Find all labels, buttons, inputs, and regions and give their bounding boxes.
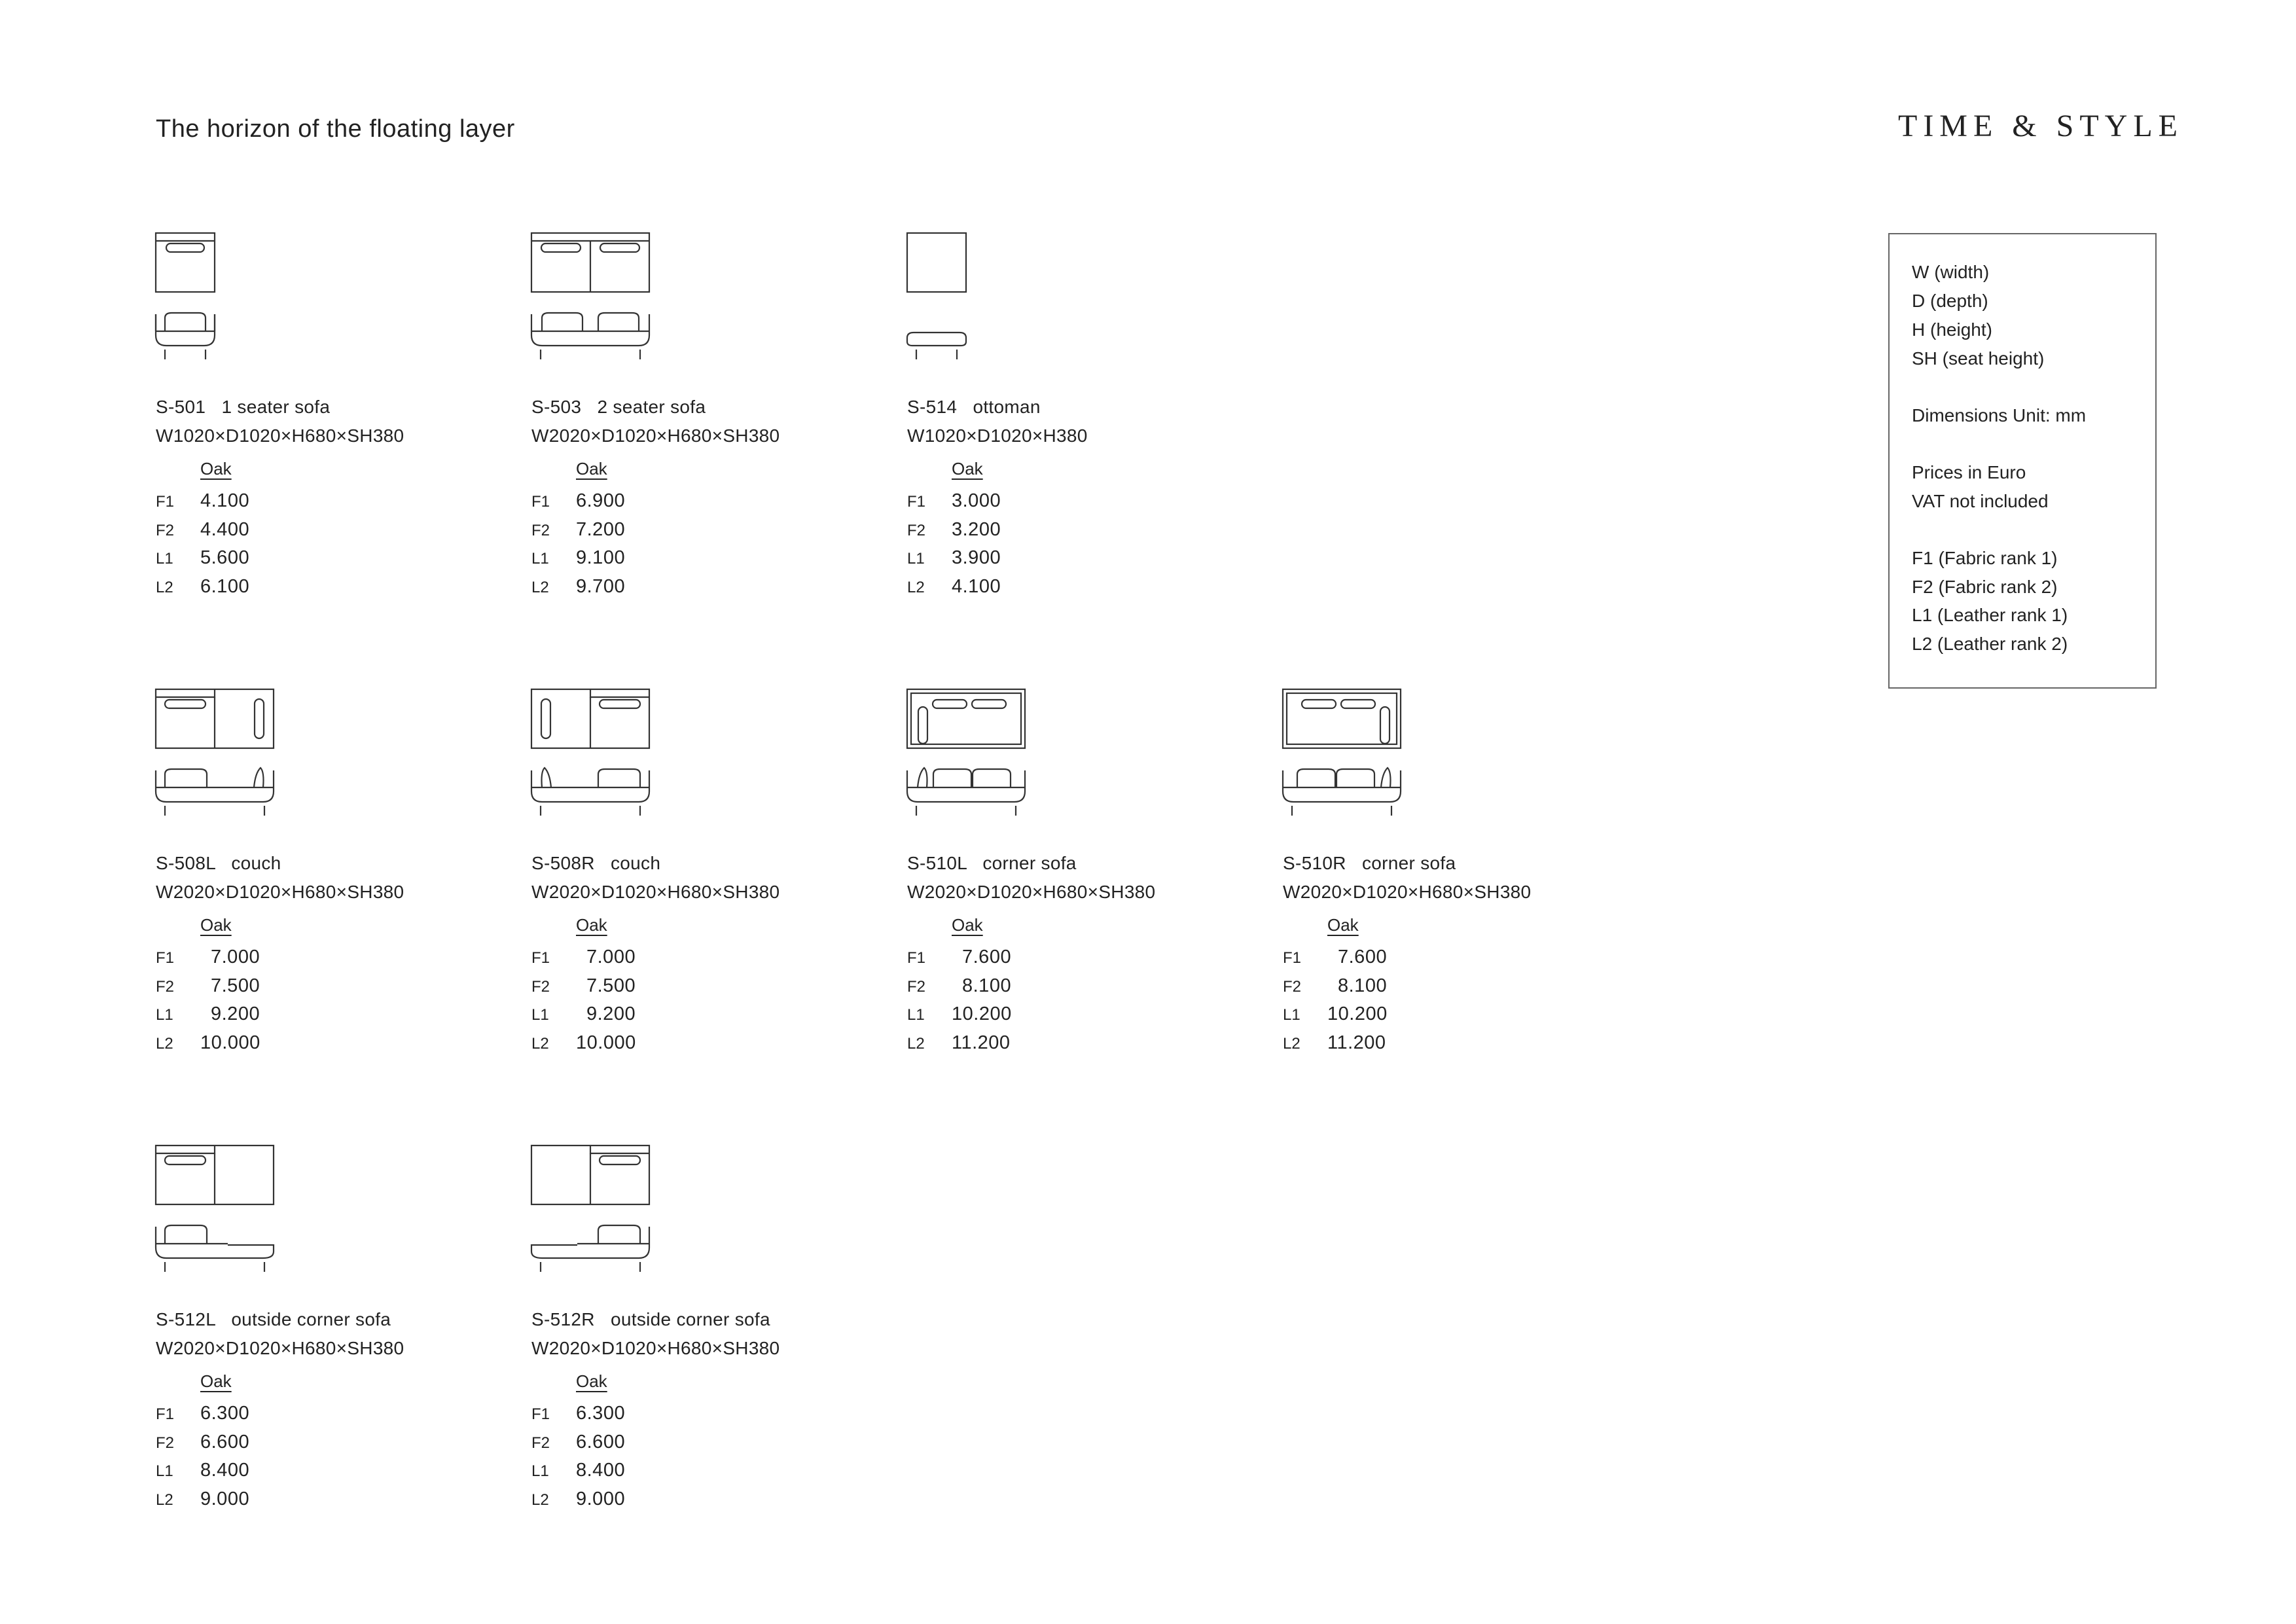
product-dimensions: W1020×D1020×H680×SH380 bbox=[156, 425, 404, 446]
price-value: 10.000 bbox=[576, 1032, 636, 1053]
material-label: Oak bbox=[952, 459, 983, 478]
price-list bbox=[156, 1403, 418, 1517]
product-name bbox=[156, 1309, 391, 1330]
rank-label: L2 bbox=[531, 1490, 549, 1509]
price-value: 3.900 bbox=[952, 547, 1001, 568]
price-row bbox=[531, 975, 793, 1004]
material-label: Oak bbox=[576, 1371, 607, 1391]
price-row bbox=[907, 519, 1169, 548]
rank-label: F2 bbox=[156, 1434, 175, 1452]
price-value: 6.600 bbox=[576, 1431, 626, 1453]
price-row bbox=[531, 547, 793, 576]
price-row bbox=[156, 547, 418, 576]
page-title: The horizon of the floating layer bbox=[156, 115, 515, 143]
price-row bbox=[156, 490, 418, 519]
rank-label: L1 bbox=[156, 1462, 173, 1480]
product-name bbox=[907, 853, 1077, 874]
material-label: Oak bbox=[200, 459, 232, 478]
rank-label: F2 bbox=[531, 977, 550, 996]
product-type: outside corner sofa bbox=[611, 1309, 770, 1329]
legend-line: L1 (Leather rank 1) bbox=[1912, 605, 2068, 625]
product-type: corner sofa bbox=[1362, 853, 1456, 873]
product-type: corner sofa bbox=[982, 853, 1077, 873]
price-row bbox=[907, 1032, 1169, 1061]
price-value: 6.300 bbox=[200, 1403, 250, 1424]
price-value: 8.400 bbox=[200, 1460, 250, 1481]
price-value: 6.300 bbox=[576, 1403, 626, 1424]
couch-left-icon bbox=[156, 689, 287, 820]
material-label: Oak bbox=[1327, 915, 1359, 935]
legend-line: SH (seat height) bbox=[1912, 348, 2045, 369]
rank-label: L1 bbox=[531, 1462, 549, 1480]
legend-line: D (depth) bbox=[1912, 291, 1988, 311]
rank-label: L1 bbox=[907, 550, 925, 568]
price-value: 9.100 bbox=[576, 547, 626, 568]
rank-label: F2 bbox=[156, 521, 175, 539]
product-dimensions: W2020×D1020×H680×SH380 bbox=[156, 882, 404, 902]
rank-label: F2 bbox=[531, 521, 550, 539]
price-value: 8.400 bbox=[576, 1460, 626, 1481]
sofa-1-seater-icon bbox=[156, 233, 287, 364]
price-row bbox=[156, 1489, 418, 1517]
price-value: 7.000 bbox=[586, 947, 636, 967]
price-value: 5.600 bbox=[200, 547, 250, 568]
price-list bbox=[907, 947, 1169, 1060]
product-type: 2 seater sofa bbox=[597, 397, 706, 417]
price-value: 9.700 bbox=[576, 575, 626, 597]
legend-line: W (width) bbox=[1912, 262, 1990, 282]
price-value: 6.600 bbox=[200, 1431, 250, 1453]
price-row bbox=[156, 576, 418, 605]
rank-label: L2 bbox=[1283, 1034, 1300, 1053]
price-value: 7.600 bbox=[962, 947, 1012, 967]
rank-label: L2 bbox=[907, 1034, 925, 1053]
legend-line: F2 (Fabric rank 2) bbox=[1912, 577, 2058, 597]
material-label: Oak bbox=[200, 915, 232, 935]
rank-label: F1 bbox=[907, 493, 926, 511]
rank-label: L2 bbox=[156, 1490, 173, 1509]
price-value: 6.900 bbox=[576, 490, 626, 511]
price-value: 8.100 bbox=[1338, 975, 1388, 996]
product-dimensions: W2020×D1020×H680×SH380 bbox=[531, 425, 780, 446]
corner-sofa-left-icon bbox=[907, 689, 1038, 820]
price-value: 7.500 bbox=[586, 975, 636, 996]
price-row bbox=[531, 1032, 793, 1061]
product-code: S-514 bbox=[907, 397, 958, 417]
price-value: 9.200 bbox=[211, 1003, 260, 1024]
legend-box bbox=[1888, 233, 2157, 689]
price-value: 11.200 bbox=[1327, 1032, 1386, 1053]
rank-label: F1 bbox=[531, 949, 550, 967]
rank-label: L2 bbox=[156, 578, 173, 596]
legend-line: F1 (Fabric rank 1) bbox=[1912, 548, 2058, 568]
price-row bbox=[531, 490, 793, 519]
price-value: 11.200 bbox=[952, 1032, 1011, 1053]
price-value: 3.200 bbox=[952, 518, 1001, 540]
product-type: couch bbox=[611, 853, 661, 873]
product-name bbox=[156, 853, 281, 874]
price-row bbox=[531, 947, 793, 975]
price-value: 4.400 bbox=[200, 518, 250, 540]
price-row bbox=[531, 1003, 793, 1032]
price-row bbox=[156, 1403, 418, 1432]
price-value: 4.100 bbox=[952, 575, 1001, 597]
product-type: outside corner sofa bbox=[231, 1309, 391, 1329]
rank-label: L1 bbox=[156, 550, 173, 568]
price-list bbox=[531, 947, 793, 1060]
price-row bbox=[1283, 975, 1545, 1004]
price-row bbox=[907, 490, 1169, 519]
rank-label: F2 bbox=[531, 1434, 550, 1452]
price-value: 7.500 bbox=[211, 975, 260, 996]
rank-label: F1 bbox=[531, 1405, 550, 1423]
product-code: S-508L bbox=[156, 853, 216, 873]
product-code: S-501 bbox=[156, 397, 206, 417]
rank-label: L1 bbox=[531, 550, 549, 568]
price-row bbox=[156, 1032, 418, 1061]
price-value: 9.000 bbox=[200, 1488, 250, 1509]
product-dimensions: W1020×D1020×H380 bbox=[907, 425, 1088, 446]
legend-line: Prices in Euro bbox=[1912, 462, 2026, 482]
price-value: 8.100 bbox=[962, 975, 1012, 996]
rank-label: L1 bbox=[156, 1006, 173, 1024]
rank-label: L1 bbox=[907, 1006, 925, 1024]
price-value: 3.000 bbox=[952, 490, 1001, 511]
rank-label: F1 bbox=[156, 493, 175, 511]
rank-label: F1 bbox=[531, 493, 550, 511]
rank-label: F2 bbox=[1283, 977, 1302, 996]
price-row bbox=[907, 576, 1169, 605]
product-name bbox=[156, 397, 330, 418]
price-row bbox=[156, 1003, 418, 1032]
price-row bbox=[907, 547, 1169, 576]
product-dimensions: W2020×D1020×H680×SH380 bbox=[531, 1338, 780, 1358]
price-row bbox=[1283, 947, 1545, 975]
price-list bbox=[531, 1403, 793, 1517]
material-label: Oak bbox=[576, 915, 607, 935]
outside-corner-sofa-left-icon bbox=[156, 1146, 287, 1276]
material-label: Oak bbox=[576, 459, 607, 478]
couch-right-icon bbox=[531, 689, 662, 820]
price-value: 7.000 bbox=[211, 947, 260, 967]
rank-label: L2 bbox=[531, 578, 549, 596]
price-value: 10.200 bbox=[952, 1003, 1012, 1024]
product-name bbox=[1283, 853, 1456, 874]
product-code: S-508R bbox=[531, 853, 595, 873]
outside-corner-sofa-right-icon bbox=[531, 1146, 662, 1276]
rank-label: F1 bbox=[156, 1405, 175, 1423]
rank-label: F1 bbox=[907, 949, 926, 967]
product-dimensions: W2020×D1020×H680×SH380 bbox=[531, 882, 780, 902]
price-value: 9.200 bbox=[586, 1003, 636, 1024]
product-code: S-510L bbox=[907, 853, 967, 873]
rank-label: F1 bbox=[156, 949, 175, 967]
legend-line: Dimensions Unit: mm bbox=[1912, 405, 2087, 425]
product-dimensions: W2020×D1020×H680×SH380 bbox=[907, 882, 1156, 902]
price-list bbox=[156, 947, 418, 1060]
legend-line: L2 (Leather rank 2) bbox=[1912, 634, 2068, 654]
price-row bbox=[156, 975, 418, 1004]
brand-logo: TIME & STYLE bbox=[1898, 109, 2183, 143]
product-code: S-512R bbox=[531, 1309, 595, 1329]
sofa-2-seater-icon bbox=[531, 233, 662, 364]
price-row bbox=[1283, 1032, 1545, 1061]
material-label: Oak bbox=[952, 915, 983, 935]
price-row bbox=[907, 1003, 1169, 1032]
rank-label: L2 bbox=[907, 578, 925, 596]
price-row bbox=[531, 576, 793, 605]
price-list bbox=[1283, 947, 1545, 1060]
price-value: 4.100 bbox=[200, 490, 250, 511]
legend-line: H (height) bbox=[1912, 319, 1992, 340]
price-value: 9.000 bbox=[576, 1488, 626, 1509]
product-code: S-512L bbox=[156, 1309, 216, 1329]
material-label: Oak bbox=[200, 1371, 232, 1391]
price-value: 7.200 bbox=[576, 518, 626, 540]
rank-label: L1 bbox=[531, 1006, 549, 1024]
price-row bbox=[156, 519, 418, 548]
product-code: S-503 bbox=[531, 397, 582, 417]
price-row bbox=[531, 1432, 793, 1460]
rank-label: F1 bbox=[1283, 949, 1302, 967]
price-value: 10.200 bbox=[1327, 1003, 1388, 1024]
product-type: 1 seater sofa bbox=[221, 397, 331, 417]
price-row bbox=[531, 519, 793, 548]
product-name bbox=[531, 1309, 770, 1330]
product-name bbox=[531, 397, 706, 418]
product-dimensions: W2020×D1020×H680×SH380 bbox=[156, 1338, 404, 1358]
product-name bbox=[531, 853, 660, 874]
rank-label: L2 bbox=[531, 1034, 549, 1053]
legend-line: VAT not included bbox=[1912, 491, 2049, 511]
product-type: couch bbox=[231, 853, 281, 873]
price-row bbox=[156, 947, 418, 975]
price-row bbox=[907, 975, 1169, 1004]
product-type: ottoman bbox=[973, 397, 1041, 417]
rank-label: L1 bbox=[1283, 1006, 1300, 1024]
rank-label: F2 bbox=[156, 977, 175, 996]
rank-label: L2 bbox=[156, 1034, 173, 1053]
price-row bbox=[907, 947, 1169, 975]
price-value: 10.000 bbox=[200, 1032, 260, 1053]
price-row bbox=[531, 1460, 793, 1489]
price-row bbox=[531, 1403, 793, 1432]
price-row bbox=[156, 1460, 418, 1489]
product-code: S-510R bbox=[1283, 853, 1346, 873]
rank-label: F2 bbox=[907, 977, 926, 996]
price-value: 7.600 bbox=[1338, 947, 1388, 967]
product-dimensions: W2020×D1020×H680×SH380 bbox=[1283, 882, 1532, 902]
price-list bbox=[156, 490, 418, 604]
ottoman-icon bbox=[907, 233, 1038, 364]
rank-label: F2 bbox=[907, 521, 926, 539]
price-row bbox=[531, 1489, 793, 1517]
price-list bbox=[907, 490, 1169, 604]
corner-sofa-right-icon bbox=[1283, 689, 1414, 820]
price-row bbox=[156, 1432, 418, 1460]
price-row bbox=[1283, 1003, 1545, 1032]
price-list bbox=[531, 490, 793, 604]
price-value: 6.100 bbox=[200, 575, 250, 597]
product-name bbox=[907, 397, 1041, 418]
